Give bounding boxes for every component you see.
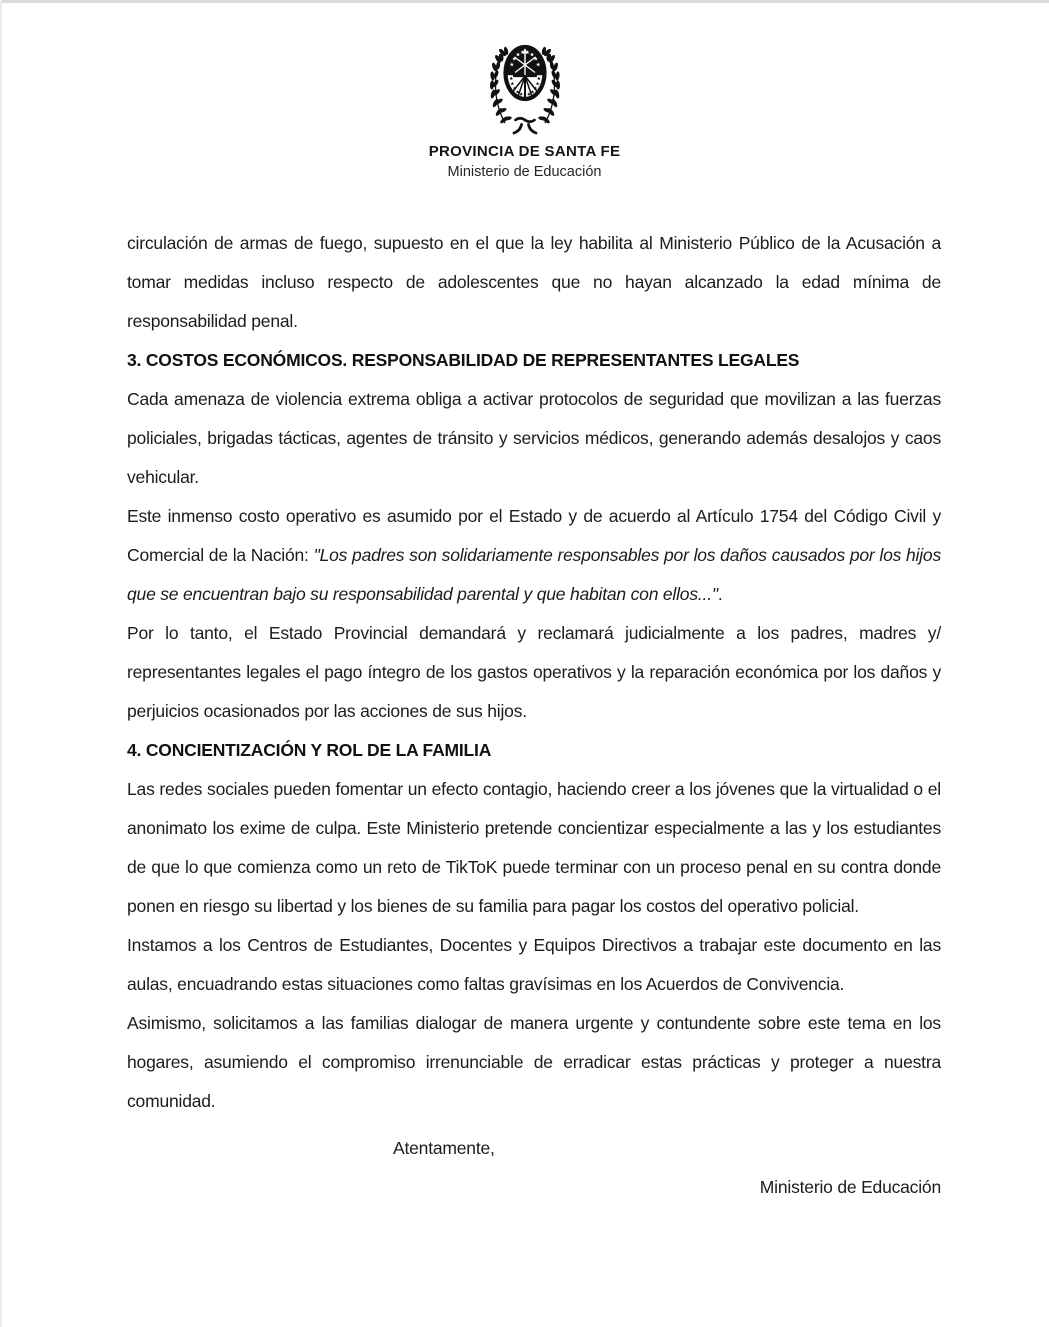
letterhead bbox=[0, 0, 1049, 180]
signature: Ministerio de Educación bbox=[759, 1177, 941, 1197]
province-name: PROVINCIA DE SANTA FE bbox=[428, 143, 621, 160]
santa-fe-coat-of-arms-icon bbox=[0, 36, 1049, 138]
salutation: Atentamente, bbox=[393, 1138, 495, 1158]
ministry-name: Ministerio de Educación bbox=[447, 164, 602, 180]
section-3-heading: 3. COSTOS ECONÓMICOS. RESPONSABILIDAD DE REPRESENTANTES LEGALES bbox=[127, 350, 800, 370]
legal-quote-endmark: . bbox=[717, 584, 723, 604]
section-4-paragraph-2: Instamos a los Centros de Estudiantes, Docentes y Equipos Directivos a trabajar este documento en las aulas, encuadrando estas situaciones como faltas gravísimas en los Acuerdos de Convivencia. bbox=[127, 935, 941, 994]
section-4-heading: 4. CONCIENTIZACIÓN Y ROL DE LA FAMILIA bbox=[127, 740, 492, 760]
section-3-paragraph-1: Cada amenaza de violencia extrema obliga a activar protocolos de seguridad que movilizan a las fuerzas policiales, brigadas tácticas, agentes de tránsito y servicios médicos, generando además desalojos y caos vehicular. bbox=[127, 389, 941, 487]
intro-paragraph: circulación de armas de fuego, supuesto en el que la ley habilita al Ministerio Público de la Acusación a tomar medidas incluso respecto de adolescentes que no hayan alcanzado la edad mínima de responsabilidad penal. bbox=[127, 233, 941, 331]
section-4-paragraph-3: Asimismo, solicitamos a las familias dialogar de manera urgente y contundente sobre este tema en los hogares, asumiendo el compromiso irrenunciable de erradicar estas prácticas y proteger a nuestra comunidad. bbox=[127, 1013, 941, 1111]
letter-body bbox=[127, 224, 941, 1207]
section-4-paragraph-1: Las redes sociales pueden fomentar un efecto contagio, haciendo creer a los jóvenes que la virtualidad o el anonimato los exime de culpa. Este Ministerio pretende concientizar especialmente a las y los estudiantes de que lo que comienza como un reto de TikToK puede terminar con un proceso penal en su contra donde ponen en riesgo su libertad y los bienes de su familia para pagar los costos del operativo policial. bbox=[127, 779, 941, 916]
section-3-paragraph-3: Por lo tanto, el Estado Provincial demandará y reclamará judicialmente a los padres, madres y/ representantes legales el pago íntegro de los gastos operativos y la reparación económica por los daños y perjuicios ocasionados por las acciones de sus hijos. bbox=[127, 623, 941, 721]
scan-edge-left bbox=[0, 0, 2, 1327]
section-3-paragraph-2 bbox=[127, 497, 941, 614]
legal-reference-text: Este inmenso costo operativo es asumido por el Estado y de acuerdo al Artículo 1754 del Código Civil y Comercial de la Nación: bbox=[127, 506, 941, 565]
legal-quote: "Los padres son solidariamente responsables por los daños causados por los hijos que se encuentran bajo su responsabilidad parental y que habitan con ellos..." bbox=[127, 545, 941, 604]
scan-edge-top bbox=[0, 0, 1049, 3]
